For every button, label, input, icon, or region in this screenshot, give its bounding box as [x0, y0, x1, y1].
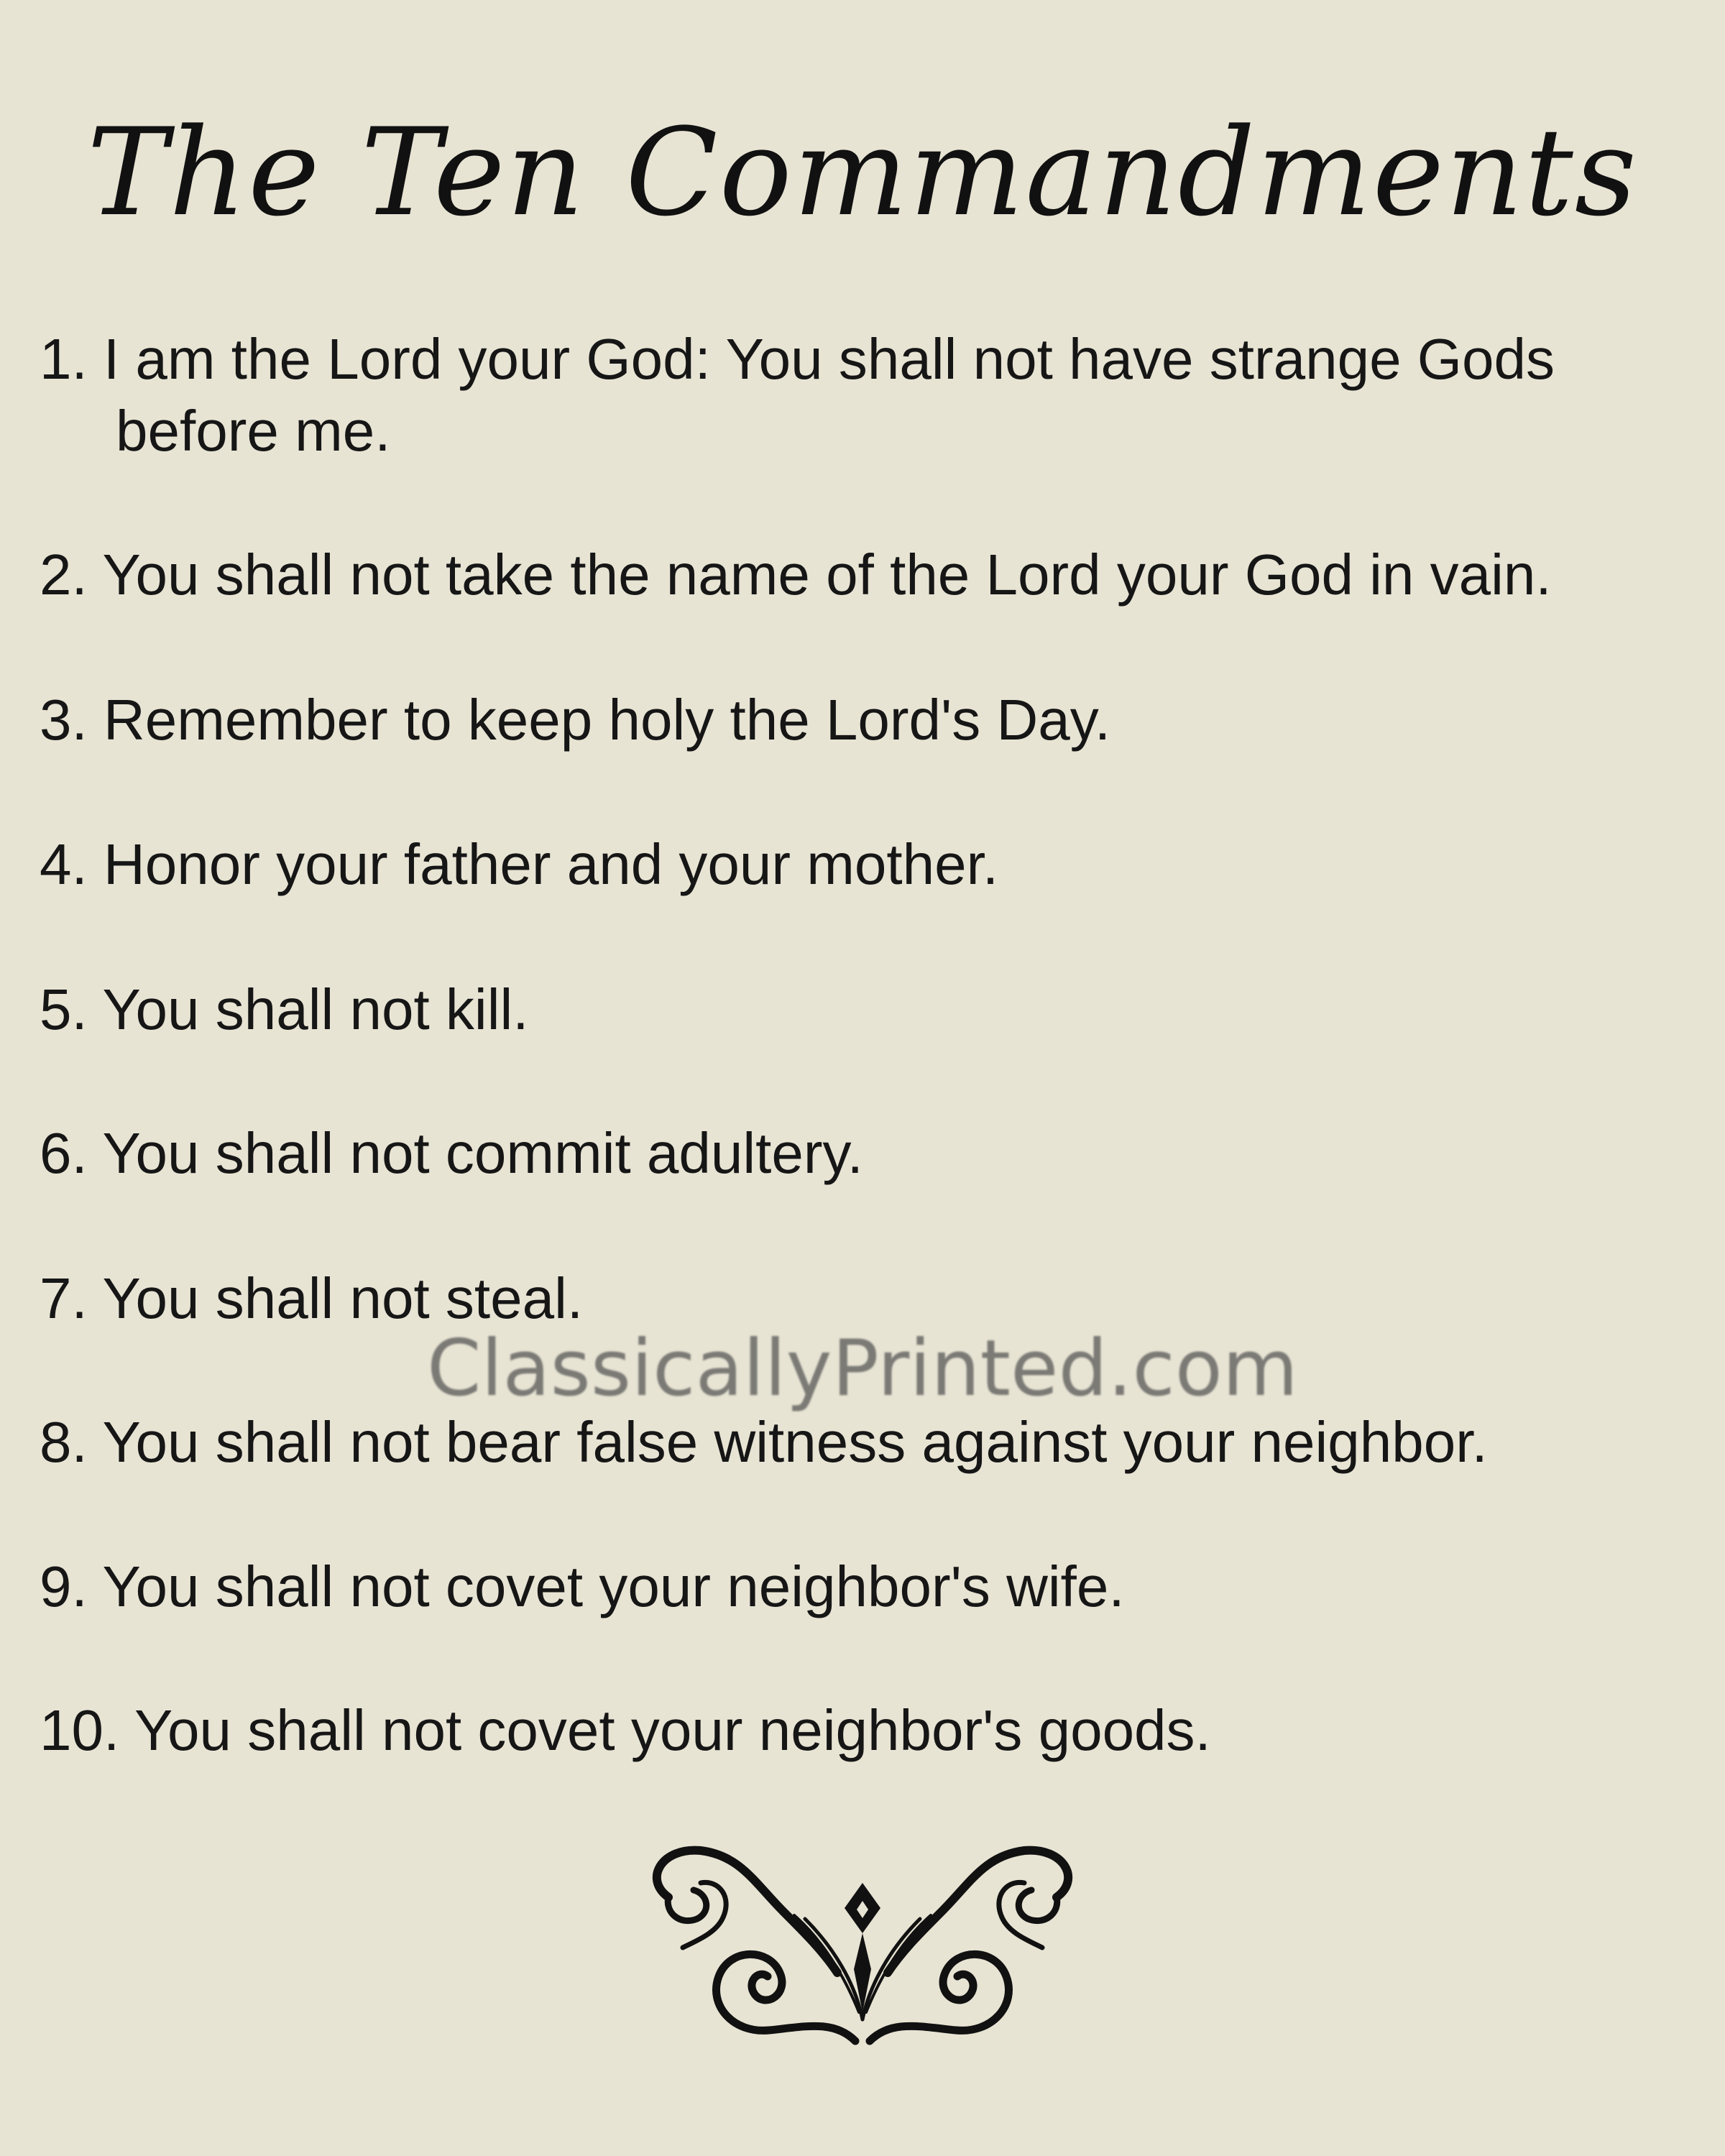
- list-item: [40, 1118, 1693, 1189]
- item-text: Remember to keep holy the Lord's Day.: [103, 688, 1111, 752]
- item-text-continuation: before me.: [116, 399, 391, 463]
- item-text: You shall not commit adultery.: [102, 1121, 863, 1185]
- list-item: [40, 829, 1693, 900]
- item-number: 8.: [40, 1410, 88, 1474]
- list-item: [40, 323, 1693, 467]
- list-item: [40, 1406, 1693, 1478]
- item-number: 1.: [40, 327, 88, 391]
- list-item: [40, 684, 1693, 756]
- item-number: 4.: [40, 832, 88, 896]
- item-text: You shall not kill.: [102, 977, 529, 1041]
- item-text: You shall not steal.: [102, 1266, 584, 1330]
- item-text: You shall not covet your neighbor's wife.: [102, 1554, 1125, 1618]
- list-item: [40, 1551, 1693, 1623]
- item-number: 5.: [40, 977, 88, 1041]
- watermark: ClassicallyPrinted.com: [426, 1324, 1299, 1414]
- page-title: The Ten Commandments: [87, 102, 1638, 243]
- item-number: 9.: [40, 1554, 88, 1618]
- item-number: 3.: [40, 688, 88, 752]
- item-number: 10.: [40, 1698, 120, 1762]
- list-item: [40, 974, 1693, 1046]
- item-number: 2.: [40, 543, 88, 607]
- item-number: 7.: [40, 1266, 88, 1330]
- item-text: I am the Lord your God: You shall not have strange Gods: [103, 327, 1555, 391]
- item-text: You shall not covet your neighbor's goods.: [134, 1698, 1211, 1762]
- item-text: Honor your father and your mother.: [103, 832, 999, 896]
- list-item: [40, 539, 1693, 611]
- item-text: You shall not take the name of the Lord your God in vain.: [102, 543, 1552, 607]
- item-number: 6.: [40, 1121, 88, 1185]
- flourish-ornament-icon: [640, 1840, 1085, 2048]
- list-item: [40, 1695, 1693, 1766]
- item-text: You shall not bear false witness against your neighbor.: [102, 1410, 1488, 1474]
